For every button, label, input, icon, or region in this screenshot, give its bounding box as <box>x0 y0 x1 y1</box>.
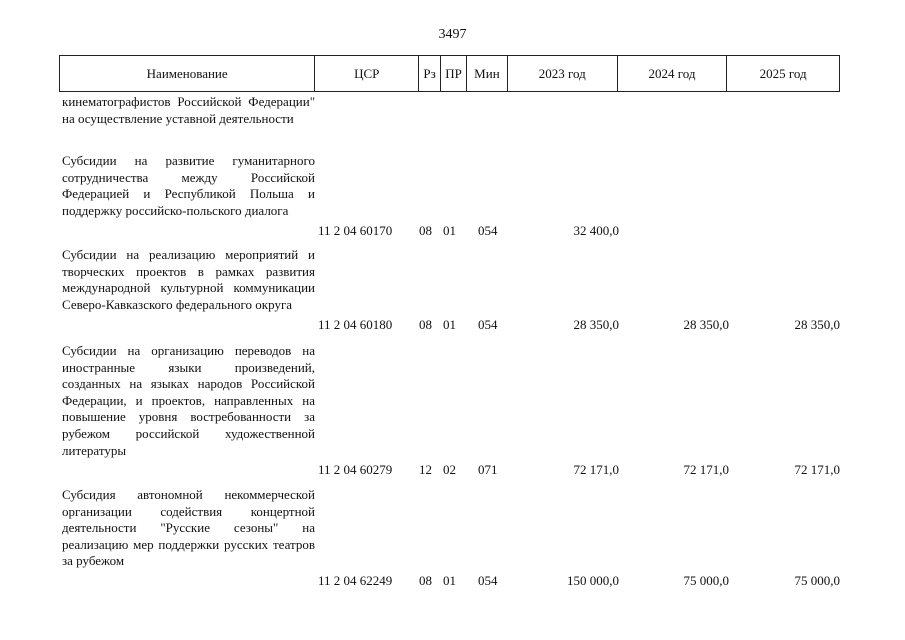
row-2024: 75 000,0 <box>683 573 729 588</box>
header-rz: Рз <box>419 56 441 91</box>
row-2025: 75 000,0 <box>794 573 840 588</box>
row-min: 054 <box>478 223 498 238</box>
row-2025: 28 350,0 <box>794 317 840 332</box>
header-2023: 2023 год <box>508 56 618 91</box>
row-rz: 12 <box>419 462 432 477</box>
row-2025: 72 171,0 <box>794 462 840 477</box>
row-rz: 08 <box>419 223 432 238</box>
row-csr: 11 2 04 60180 <box>318 317 393 332</box>
row-csr: 11 2 04 60279 <box>318 462 393 477</box>
row-2023: 28 350,0 <box>573 317 619 332</box>
table-header <box>59 55 840 92</box>
row-2024: 28 350,0 <box>683 317 729 332</box>
row-pr: 01 <box>443 223 456 238</box>
row-2023: 72 171,0 <box>573 462 619 477</box>
header-2024: 2024 год <box>618 56 728 91</box>
row-2023: 150 000,0 <box>567 573 619 588</box>
row-2023: 32 400,0 <box>573 223 619 238</box>
row-name: Субсидии на реализацию мероприятий и творческих проектов в рамках развития международной культурной коммуникации Северо-Кавказского федерального округа <box>62 247 315 312</box>
row-2024: 72 171,0 <box>683 462 729 477</box>
page-number: 3497 <box>438 27 467 42</box>
row-min: 054 <box>478 317 498 332</box>
row-csr: 11 2 04 60170 <box>318 223 393 238</box>
row-values <box>59 572 840 589</box>
row-name: Субсидии на развитие гуманитарного сотрудничества между Российской Федерацией и Республикой Польша и поддержку российско-польского диалога <box>62 153 315 218</box>
header-2025: 2025 год <box>759 65 807 81</box>
row-rz: 08 <box>419 573 432 588</box>
header-min: Мин <box>467 56 508 91</box>
header-pr: ПР <box>441 56 467 91</box>
row-pr: 02 <box>443 462 456 477</box>
row-min: 054 <box>478 573 498 588</box>
row-values <box>59 461 840 478</box>
row-name: Субсидия автономной некоммерческой организации содействия концертной деятельности "Русские сезоны" на реализацию мер поддержки русских театров за рубежом <box>62 487 315 569</box>
header-name: Наименование <box>60 56 315 91</box>
row-values <box>59 316 840 333</box>
row-values <box>59 222 840 239</box>
row-csr: 11 2 04 62249 <box>318 573 393 588</box>
header-csr: ЦСР <box>315 56 419 91</box>
row-rz: 08 <box>419 317 432 332</box>
row-pr: 01 <box>443 317 456 332</box>
row-name: кинематографистов Российской Федерации" на осуществление уставной деятельности <box>62 94 315 126</box>
row-min: 071 <box>478 462 498 477</box>
row-name: Субсидии на организацию переводов на иностранные языки произведений, созданных на языках народов Российской Федерации, и проектов, направленных на повышение уровня востребованности за рубежом российской художественной литературы <box>62 343 315 458</box>
row-pr: 01 <box>443 573 456 588</box>
